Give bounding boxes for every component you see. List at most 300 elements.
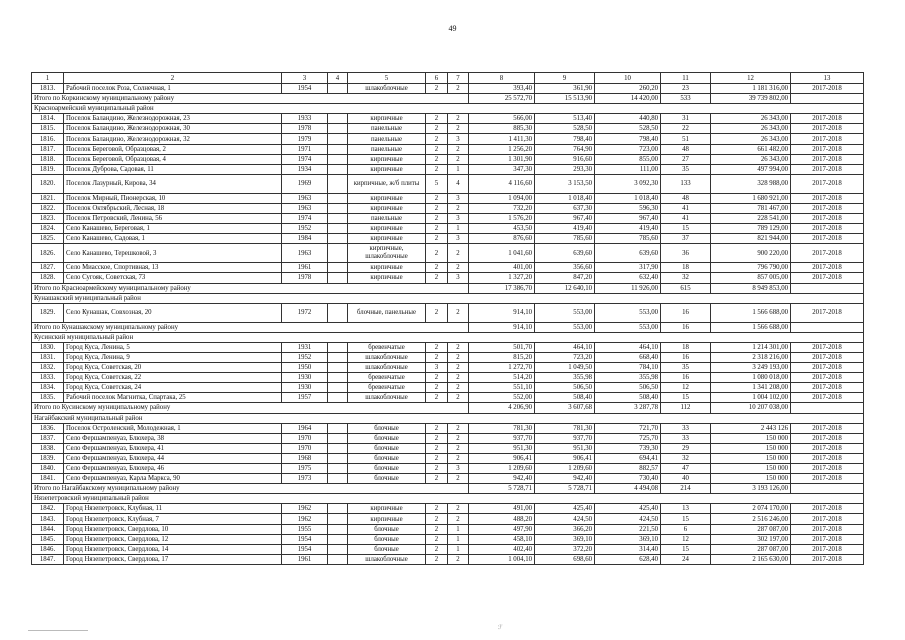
table-cell: 2017-2018 (791, 363, 864, 373)
table-cell: блочные (348, 524, 426, 534)
table-cell: 2 (448, 443, 469, 453)
table-cell: 661 482,00 (711, 144, 791, 154)
table-cell (328, 114, 348, 124)
table-cell: 1 (448, 544, 469, 554)
table-cell (328, 544, 348, 554)
table-cell: 2 (426, 383, 448, 393)
table-cell: 847,20 (535, 273, 595, 283)
table-cell: 785,60 (595, 234, 661, 244)
district-total-row (32, 322, 864, 332)
table-cell: блочные (348, 443, 426, 453)
empty-cell (661, 293, 711, 303)
table-row (32, 504, 864, 514)
table-cell: 4 116,60 (469, 174, 535, 193)
table-cell: 32 (661, 273, 711, 283)
table-row (32, 534, 864, 544)
table-cell: 2017-2018 (791, 423, 864, 433)
housing-table (31, 72, 864, 565)
table-cell: 2017-2018 (791, 373, 864, 383)
table-cell: 35 (661, 164, 711, 174)
total-label: Итого по Кусинскому муниципальному району (32, 403, 469, 413)
table-cell (328, 393, 348, 403)
table-cell: 725,70 (595, 433, 661, 443)
table-cell: 2017-2018 (791, 342, 864, 352)
table-cell: 355,98 (595, 373, 661, 383)
table-cell: 2 (426, 464, 448, 474)
empty-cell (448, 413, 469, 423)
table-cell: 764,90 (535, 144, 595, 154)
table-cell: 5 (426, 174, 448, 193)
total-cell: 3 607,68 (535, 403, 595, 413)
table-cell: 393,40 (469, 84, 535, 94)
table-cell: 1 041,60 (469, 244, 535, 263)
table-cell: 1833. (32, 373, 64, 383)
table-cell: 857 005,00 (711, 273, 791, 283)
empty-cell (711, 293, 791, 303)
table-cell (328, 263, 348, 273)
total-cell: 4 494,08 (595, 484, 661, 494)
table-cell: 2017-2018 (791, 164, 864, 174)
table-cell: кирпичные (348, 504, 426, 514)
table-cell: 24 (661, 554, 711, 564)
table-cell: 506,50 (595, 383, 661, 393)
table-cell: 942,40 (469, 474, 535, 484)
table-cell: 885,30 (469, 124, 535, 134)
table-cell (328, 504, 348, 514)
table-cell: 506,50 (535, 383, 595, 393)
table-cell: 48 (661, 193, 711, 203)
table-cell: 2 165 630,00 (711, 554, 791, 564)
empty-cell (791, 413, 864, 423)
empty-cell (711, 494, 791, 504)
table-cell: 1831. (32, 352, 64, 362)
table-cell: блочные (348, 453, 426, 463)
footer-mark: ℱ (498, 625, 503, 631)
table-cell: 1816. (32, 134, 64, 144)
table-cell: 23 (661, 84, 711, 94)
table-cell: 2 (426, 393, 448, 403)
table-cell: 2 (426, 234, 448, 244)
empty-cell (469, 413, 535, 423)
table-row (32, 124, 864, 134)
table-cell: 1931 (282, 342, 328, 352)
table-cell: 425,40 (535, 504, 595, 514)
table-cell: 2 (448, 342, 469, 352)
table-cell: 1 004,10 (469, 554, 535, 564)
table-cell (328, 514, 348, 524)
table-cell: Село Фершампенуаз, Блюхера, 44 (64, 453, 282, 463)
empty-cell (426, 494, 448, 504)
table-row (32, 464, 864, 474)
housing-table-sheet (31, 72, 863, 565)
table-cell: 552,00 (469, 393, 535, 403)
table-cell: 1969 (282, 174, 328, 193)
table-cell: панельные (348, 124, 426, 134)
table-cell: 2 (448, 352, 469, 362)
table-cell: Город Нязепетровск, Свердлова, 17 (64, 554, 282, 564)
table-cell: 1 209,60 (469, 464, 535, 474)
total-cell: 25 572,70 (469, 94, 535, 104)
table-cell: 2017-2018 (791, 544, 864, 554)
table-cell: 2 (448, 303, 469, 322)
table-cell: 2 (448, 144, 469, 154)
table-cell: 1973 (282, 474, 328, 484)
table-cell: Село Фершампенуаз, Карла Маркса, 90 (64, 474, 282, 484)
table-cell (328, 352, 348, 362)
table-cell: 2 (448, 363, 469, 373)
header-cell: 9 (535, 73, 595, 84)
table-cell: блочные (348, 534, 426, 544)
table-cell: 730,40 (595, 474, 661, 484)
edge-line (28, 630, 88, 631)
table-cell: 366,20 (535, 524, 595, 534)
total-cell: 16 (661, 322, 711, 332)
table-cell: 1846. (32, 544, 64, 554)
table-cell: 32 (661, 453, 711, 463)
table-cell (328, 154, 348, 164)
district-name: Нагайбакский муниципальный район (32, 413, 426, 423)
total-cell: 39 739 802,00 (711, 94, 791, 104)
table-cell: 2017-2018 (791, 244, 864, 263)
table-cell: 356,60 (535, 263, 595, 273)
table-cell: 1 049,50 (535, 363, 595, 373)
table-cell: 1952 (282, 352, 328, 362)
total-cell: 553,00 (535, 322, 595, 332)
table-cell: 528,50 (595, 124, 661, 134)
table-cell: 1840. (32, 464, 64, 474)
table-cell: 2 318 216,00 (711, 352, 791, 362)
table-row (32, 443, 864, 453)
empty-cell (448, 293, 469, 303)
table-cell: 2 (426, 214, 448, 224)
header-cell: 12 (711, 73, 791, 84)
table-cell: панельные (348, 144, 426, 154)
table-cell: 1820. (32, 174, 64, 193)
table-cell: 1974 (282, 154, 328, 164)
empty-cell (711, 413, 791, 423)
table-cell: 637,30 (535, 203, 595, 213)
total-cell: 3 287,78 (595, 403, 661, 413)
table-cell: 1954 (282, 534, 328, 544)
table-cell: 2017-2018 (791, 383, 864, 393)
table-cell: 1954 (282, 84, 328, 94)
table-cell: 1968 (282, 453, 328, 463)
district-header-row (32, 104, 864, 114)
table-cell: 2017-2018 (791, 433, 864, 443)
table-row (32, 263, 864, 273)
table-cell: 2 (448, 423, 469, 433)
table-cell: 347,30 (469, 164, 535, 174)
header-cell: 2 (64, 73, 282, 84)
table-cell: 937,70 (535, 433, 595, 443)
table-cell: блочные (348, 464, 426, 474)
table-cell: 2 (426, 114, 448, 124)
table-row (32, 214, 864, 224)
table-cell (328, 303, 348, 322)
table-cell: Поселок Петровский, Ленина, 56 (64, 214, 282, 224)
table-cell: 13 (661, 504, 711, 514)
table-row (32, 164, 864, 174)
table-cell: 48 (661, 144, 711, 154)
table-cell: 596,30 (595, 203, 661, 213)
table-cell: 3 (448, 193, 469, 203)
table-cell: 815,20 (469, 352, 535, 362)
table-cell: 1 018,40 (595, 193, 661, 203)
total-cell (791, 322, 864, 332)
table-cell: 2 (426, 514, 448, 524)
table-cell: 2 (448, 514, 469, 524)
table-row (32, 303, 864, 322)
table-cell: 150 000 (711, 474, 791, 484)
table-cell: 2 (448, 244, 469, 263)
empty-cell (448, 332, 469, 342)
table-row (32, 363, 864, 373)
table-cell: 1961 (282, 554, 328, 564)
table-cell: 41 (661, 214, 711, 224)
table-cell: 551,10 (469, 383, 535, 393)
table-cell: 1961 (282, 263, 328, 273)
table-cell: 2 (426, 423, 448, 433)
table-cell: 3 (448, 234, 469, 244)
table-cell: 528,50 (535, 124, 595, 134)
district-header-row (32, 413, 864, 423)
district-header-row (32, 494, 864, 504)
table-row (32, 114, 864, 124)
table-row (32, 433, 864, 443)
table-cell: 1974 (282, 214, 328, 224)
total-cell: 12 640,10 (535, 283, 595, 293)
table-cell: 2 443 126 (711, 423, 791, 433)
table-cell: 1815. (32, 124, 64, 134)
table-row (32, 352, 864, 362)
table-cell: 111,00 (595, 164, 661, 174)
table-cell: 1978 (282, 124, 328, 134)
table-cell: 1843. (32, 514, 64, 524)
table-cell: 26 343,00 (711, 154, 791, 164)
table-cell (328, 164, 348, 174)
total-cell: 615 (661, 283, 711, 293)
table-cell: 18 (661, 342, 711, 352)
table-cell: 2017-2018 (791, 134, 864, 144)
total-cell: 5 728,71 (469, 484, 535, 494)
table-cell: Город Куса, Советская, 24 (64, 383, 282, 393)
table-cell (328, 174, 348, 193)
table-cell: 424,50 (595, 514, 661, 524)
table-cell: 2 (426, 352, 448, 362)
table-cell: 1822. (32, 203, 64, 213)
table-row (32, 383, 864, 393)
table-cell: 401,00 (469, 263, 535, 273)
table-cell: 2017-2018 (791, 464, 864, 474)
table-cell: 12 (661, 383, 711, 393)
table-row (32, 474, 864, 484)
table-cell: 1829. (32, 303, 64, 322)
table-cell: Поселок Лазурный, Кирова, 34 (64, 174, 282, 193)
table-cell: 2017-2018 (791, 174, 864, 193)
total-label: Итого по Красноармейскому муниципальному району (32, 283, 469, 293)
table-cell: 855,00 (595, 154, 661, 164)
empty-cell (661, 494, 711, 504)
table-cell: 2 (426, 554, 448, 564)
table-cell: Поселок Мирный, Пионерская, 10 (64, 193, 282, 203)
table-cell: 1835. (32, 393, 64, 403)
table-cell: 419,40 (595, 224, 661, 234)
table-cell: кирпичные (348, 263, 426, 273)
total-cell: 914,10 (469, 322, 535, 332)
table-cell: 2 (426, 164, 448, 174)
table-cell: 3 (426, 363, 448, 373)
table-cell: 3 092,30 (595, 174, 661, 193)
total-cell: 3 193 126,00 (711, 484, 791, 494)
table-cell: 900 220,00 (711, 244, 791, 263)
table-cell: 1826. (32, 244, 64, 263)
table-cell: 2017-2018 (791, 124, 864, 134)
table-cell: Город Нязепетровск, Свердлова, 10 (64, 524, 282, 534)
table-cell: 2017-2018 (791, 214, 864, 224)
table-cell (328, 134, 348, 144)
table-cell: 15 (661, 224, 711, 234)
empty-cell (448, 494, 469, 504)
table-cell: 40 (661, 474, 711, 484)
table-cell: 1847. (32, 554, 64, 564)
table-cell: 2 (448, 263, 469, 273)
table-cell: 361,90 (535, 84, 595, 94)
table-cell: 372,20 (535, 544, 595, 554)
table-cell: Поселок Баландино, Железнодорожная, 30 (64, 124, 282, 134)
table-cell: 1962 (282, 504, 328, 514)
table-cell: 2 (448, 203, 469, 213)
table-row (32, 373, 864, 383)
table-cell: 150 000 (711, 464, 791, 474)
empty-cell (469, 104, 535, 114)
table-cell: 732,20 (469, 203, 535, 213)
table-cell: 1842. (32, 504, 64, 514)
table-cell: 1934 (282, 164, 328, 174)
table-cell: 723,20 (535, 352, 595, 362)
empty-cell (535, 104, 595, 114)
table-cell: блочные (348, 544, 426, 554)
table-cell: 3 (448, 134, 469, 144)
table-row (32, 342, 864, 352)
table-cell: 2 (448, 554, 469, 564)
table-cell: 16 (661, 303, 711, 322)
table-cell: 1954 (282, 544, 328, 554)
table-cell: 497 994,00 (711, 164, 791, 174)
table-cell: 2 (426, 134, 448, 144)
empty-cell (535, 413, 595, 423)
table-cell: 2 (448, 393, 469, 403)
table-cell: кирпичные (348, 224, 426, 234)
district-total-row (32, 94, 864, 104)
table-cell (328, 363, 348, 373)
empty-cell (791, 494, 864, 504)
table-cell: 2 (426, 303, 448, 322)
table-cell: 1834. (32, 383, 64, 393)
total-cell: 533 (661, 94, 711, 104)
table-cell: 1813. (32, 84, 64, 94)
table-row (32, 144, 864, 154)
header-cell: 6 (426, 73, 448, 84)
table-cell: 51 (661, 134, 711, 144)
page-number: 49 (448, 24, 457, 33)
table-cell: 2017-2018 (791, 193, 864, 203)
empty-cell (426, 413, 448, 423)
table-cell: Поселок Баландино, Железнодорожная, 32 (64, 134, 282, 144)
district-total-row (32, 283, 864, 293)
table-cell: 513,40 (535, 114, 595, 124)
table-cell: 1952 (282, 224, 328, 234)
table-cell: 3 (448, 273, 469, 283)
table-cell: 1 272,70 (469, 363, 535, 373)
table-cell: 967,40 (535, 214, 595, 224)
table-cell: Село Кунашак, Совхозная, 20 (64, 303, 282, 322)
table-cell: 632,40 (595, 273, 661, 283)
table-cell: 1818. (32, 154, 64, 164)
empty-cell (791, 293, 864, 303)
table-cell (328, 373, 348, 383)
table-cell: 2 (426, 504, 448, 514)
table-cell: 2 (426, 124, 448, 134)
table-cell: 1837. (32, 433, 64, 443)
table-cell (328, 273, 348, 283)
header-cell: 4 (328, 73, 348, 84)
table-cell: кирпичные (348, 114, 426, 124)
table-cell: Поселок Баландино, Железнодорожная, 23 (64, 114, 282, 124)
table-cell: 1824. (32, 224, 64, 234)
table-cell: 2 074 170,00 (711, 504, 791, 514)
table-cell: 1841. (32, 474, 64, 484)
empty-cell (661, 104, 711, 114)
table-cell: 458,10 (469, 534, 535, 544)
table-cell: 2 (448, 504, 469, 514)
table-cell: 402,40 (469, 544, 535, 554)
table-cell: 1950 (282, 363, 328, 373)
table-cell: Рабочий поселок Роза, Солнечная, 1 (64, 84, 282, 94)
empty-cell (426, 293, 448, 303)
table-cell: 1 (448, 224, 469, 234)
table-cell: 639,60 (535, 244, 595, 263)
table-cell: 2017-2018 (791, 273, 864, 283)
district-name: Красноармейский муниципальный район (32, 104, 426, 114)
table-cell: бревенчатые (348, 373, 426, 383)
table-cell: 1962 (282, 514, 328, 524)
empty-cell (595, 293, 661, 303)
table-cell (328, 214, 348, 224)
table-cell: 781,30 (469, 423, 535, 433)
table-cell: 2017-2018 (791, 554, 864, 564)
table-cell: 2017-2018 (791, 453, 864, 463)
table-cell: 1 209,60 (535, 464, 595, 474)
table-cell: 317,90 (595, 263, 661, 273)
table-row (32, 84, 864, 94)
table-cell: 221,50 (595, 524, 661, 534)
table-cell: Село Канашево, Садовая, 1 (64, 234, 282, 244)
table-cell (328, 464, 348, 474)
table-cell: 464,10 (535, 342, 595, 352)
empty-cell (535, 332, 595, 342)
table-cell: 228 541,00 (711, 214, 791, 224)
table-cell: 501,70 (469, 342, 535, 352)
table-cell: 16 (661, 352, 711, 362)
table-cell: 41 (661, 203, 711, 213)
empty-cell (469, 293, 535, 303)
table-cell: 2 (448, 114, 469, 124)
empty-cell (595, 104, 661, 114)
table-cell: 26 343,00 (711, 134, 791, 144)
table-cell: 1 004 102,00 (711, 393, 791, 403)
total-cell: 112 (661, 403, 711, 413)
table-cell: 2 (426, 203, 448, 213)
